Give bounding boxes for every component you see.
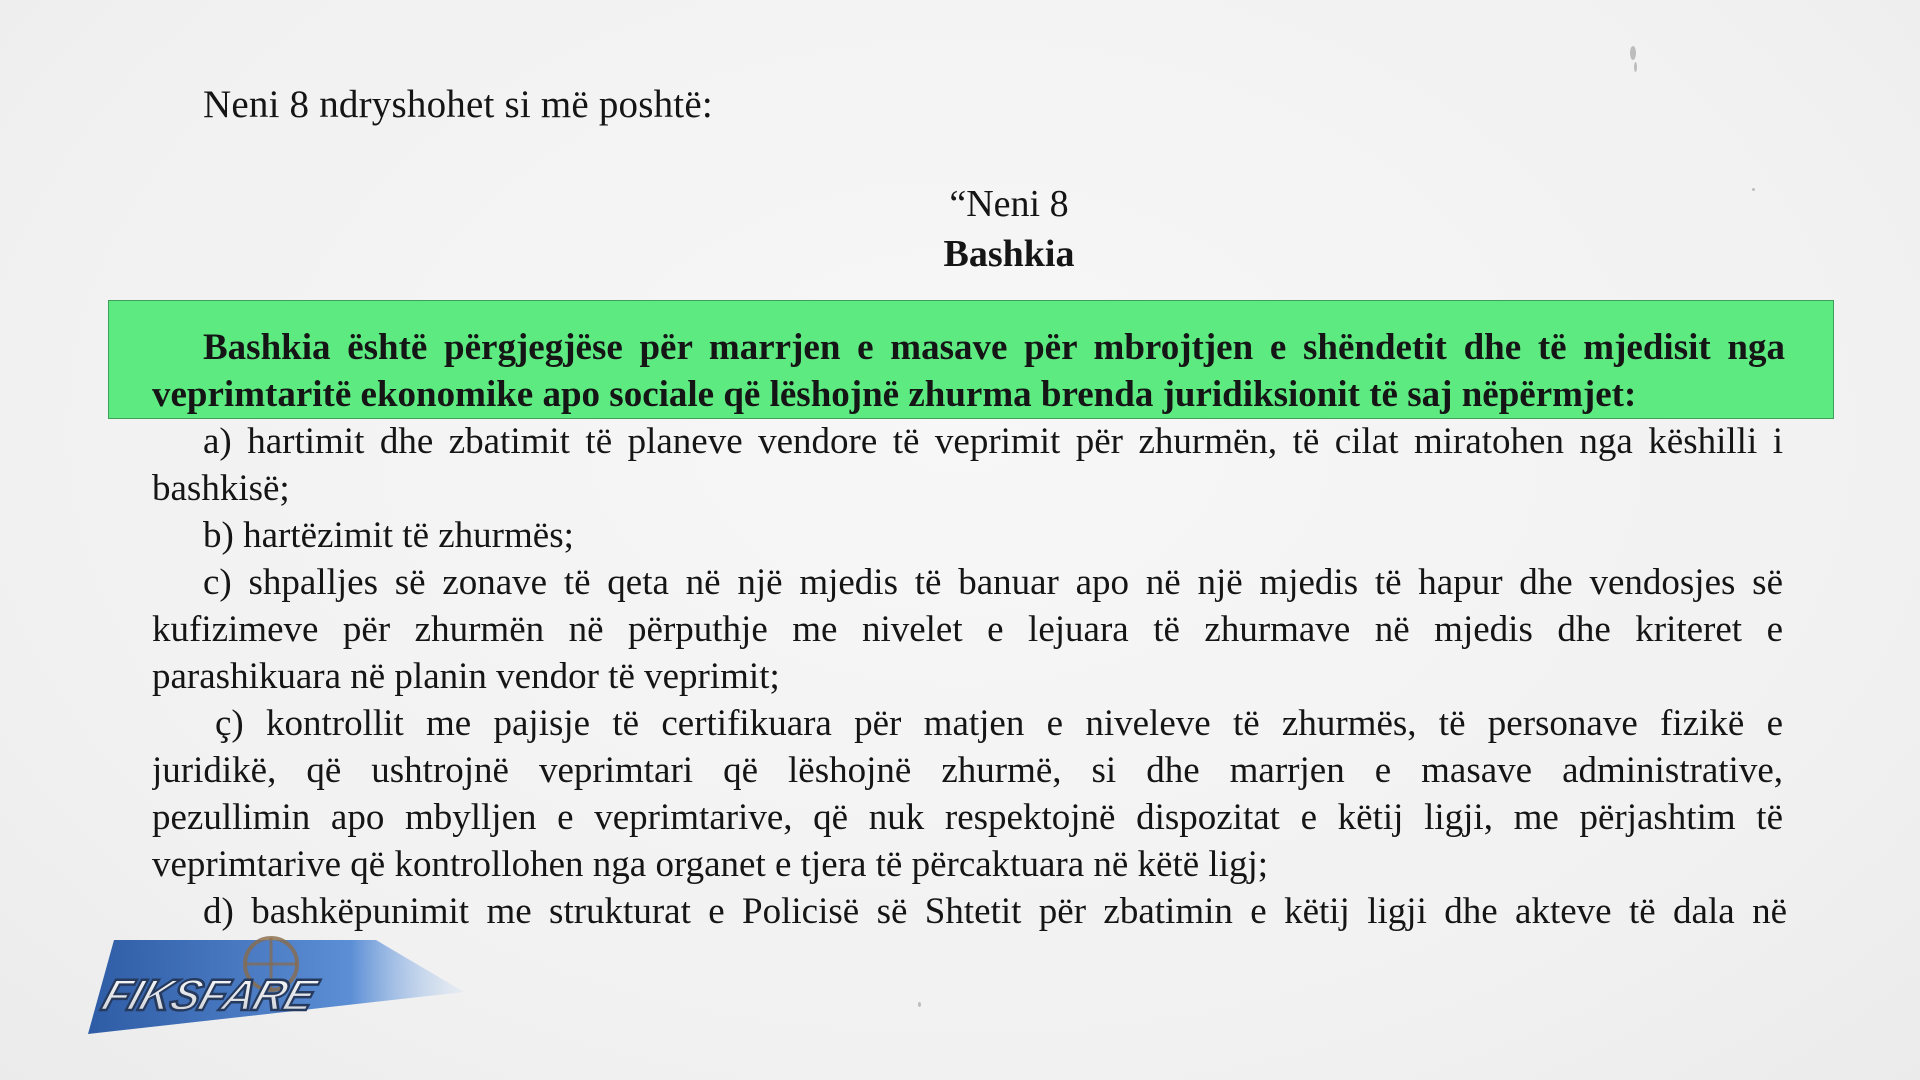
intro-text: Neni 8 ndryshohet si më poshtë: xyxy=(203,83,713,126)
scan-speck xyxy=(1630,46,1636,60)
item-cc-line-4: veprimtarive që kontrollohen nga organet e tjera të përcaktuara në këtë ligj; xyxy=(152,844,1269,885)
scan-speck xyxy=(918,1002,921,1007)
item-cc-line-2: juridikë, që ushtrojnë veprimtari që lëshojnë zhurmë, si dhe marrjen e masave administrative, xyxy=(152,750,1783,791)
item-b-line-1: b) hartëzimit të zhurmës; xyxy=(203,515,574,556)
item-c-line-1: c) shpalljes së zonave të qeta në një mjedis të banuar apo në një mjedis të hapur dhe vendosjes së xyxy=(203,562,1783,603)
highlighted-line-2: veprimtaritë ekonomike apo sociale që lëshojnë zhurma brenda juridiksionit të saj nëpërmjet: xyxy=(152,374,1637,415)
highlighted-line-1: Bashkia është përgjegjëse për marrjen e masave për mbrojtjen e shëndetit dhe të mjedisit nga xyxy=(203,327,1785,368)
logo-text: FIKSFARE xyxy=(96,970,322,1020)
item-cc-line-1: ç) kontrollit me pajisje të certifikuara për matjen e niveleve të zhurmës, të personave fizikë e xyxy=(215,703,1783,744)
item-d-line-1: d) bashkëpunimit me strukturat e Policisë së Shtetit për zbatimin e këtij ligji dhe akteve të dala në xyxy=(203,891,1787,932)
article-title: Bashkia xyxy=(943,233,1075,275)
item-c-line-2: kufizimeve për zhurmën në përputhje me nivelet e lejuara të zhurmave në mjedis dhe kriteret e xyxy=(152,609,1783,650)
fiksfare-logo xyxy=(86,928,466,1036)
item-a-line-2: bashkisë; xyxy=(152,468,290,509)
article-number: “Neni 8 xyxy=(949,183,1069,225)
item-a-line-1: a) hartimit dhe zbatimit të planeve vendore të veprimit për zhurmën, të cilat miratohen nga këshilli i xyxy=(203,421,1783,462)
item-c-line-3: parashikuara në planin vendor të veprimit; xyxy=(152,656,780,697)
fiksfare-logo-graphic xyxy=(86,928,466,1036)
scan-speck xyxy=(1634,62,1637,72)
item-cc-line-3: pezullimin apo mbylljen e veprimtarive, që nuk respektojnë dispozitat e këtij ligji, me përjashtim të xyxy=(152,797,1783,838)
